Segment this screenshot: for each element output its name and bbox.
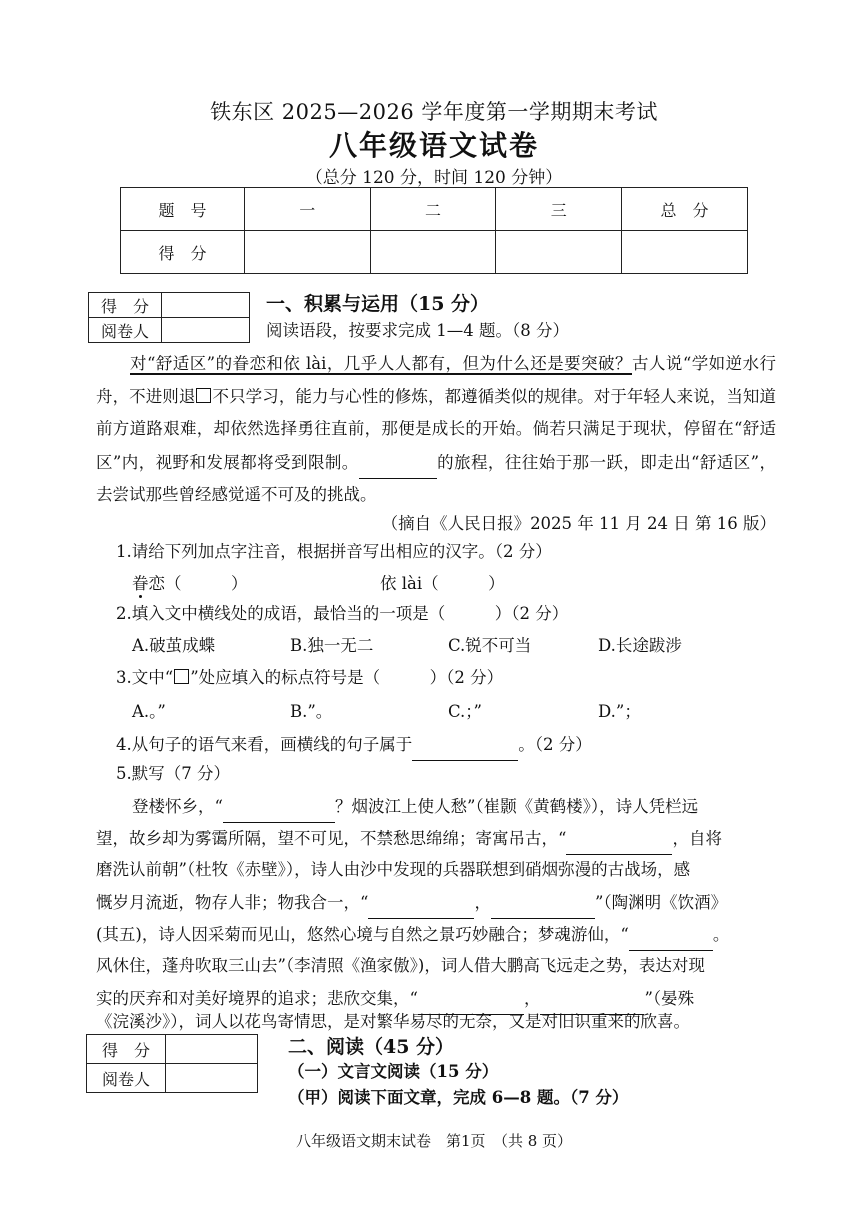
underlined-sentence: 对“舒适区”的眷恋和依 lài，几乎人人都有，但为什么还是要突破？ [130,354,632,373]
q5-text: 。 [712,925,730,944]
q4-text-b: 。（2 分） [518,735,592,754]
dotted-char: 眷 [132,574,149,593]
q3-option-c: C.；” [448,702,482,721]
grader-score-label: 得 分 [89,293,162,318]
page-footer: 八年级语文期末试卷 第1页 （共 8 页） [295,1132,573,1150]
q4-text-a: 4.从句子的语气来看，画横线的句子属于 [116,735,413,754]
q3-option-a: A.。” [132,702,166,721]
q3-option-d: D.”； [598,702,641,721]
q5-blank [368,886,474,919]
score-row-label: 得 分 [121,231,245,274]
reading-passage [96,348,776,512]
q3-option-b: B.”。 [290,702,333,721]
q5-text: ，自将 [672,829,722,848]
q5-text: 慨岁月流逝，物存人非；物我合一，“ [96,893,369,912]
q1-item-a-text: 恋（ ） [148,574,248,593]
q5-line-4 [96,886,727,919]
paper-title: 八年级语文试卷 [328,129,539,162]
grader-name-cell [166,1064,258,1093]
q5-line-1 [132,790,698,823]
q1-item-b: 依 lài（ ） [380,574,505,593]
q5-text: ， [523,989,541,1008]
idiom-blank [359,446,437,480]
passage-source: （摘自《人民日报》2025 年 11 月 24 日 第 16 版） [381,514,776,533]
score-cell [244,231,370,274]
score-table-score-row [121,231,748,274]
score-cell [370,231,496,274]
score-cell [622,231,748,274]
q5-text: (其五)，诗人因采菊而见山，悠然心境与自然之景巧妙融合；梦魂游仙，“ [96,925,629,944]
q5-text: ， [474,893,491,912]
q5-text: 登楼怀乡，“ [132,797,223,816]
section1-heading: 一、积累与运用（15 分） [266,293,490,315]
passage-text-c: 的旅程，往往始于那一跃，即走出“舒适区”，去尝试那些曾经感觉遥不可及的挑战。 [96,452,777,504]
q5-text: ？烟波江上使人愁”（崔颢《黄鹤楼》），诗人凭栏远 [334,797,699,816]
score-table-header-row [121,188,748,231]
q2-option-a: A.破茧成蝶 [132,636,216,655]
q3-text-b: ”处应填入的标点符号是（ ）（2 分） [190,668,504,687]
score-table [120,187,748,274]
grader-name-label: 阅卷人 [87,1064,166,1093]
table-header-cell: 题 号 [121,188,245,231]
question-3 [116,662,503,694]
score-cell [496,231,622,274]
question-1: 1.请给下列加点字注音，根据拼音写出相应的汉字。（2 分） [116,542,552,561]
grader-name-label: 阅卷人 [89,318,162,343]
q5-blank [491,886,595,919]
punctuation-box [196,388,211,403]
q5-line-3: 磨洗认前朝”（杜牧《赤壁》），诗人由沙中发现的兵器联想到硝烟弥漫的古战场，感 [96,860,691,879]
q5-line-6: 风休住，蓬舟吹取三山去”（李清照《渔家傲》)，词人借大鹏高飞远走之势，表达对现 [96,956,705,975]
q5-text: 望，故乡却为雾霭所隔，望不可见，不禁愁思绵绵；寄寓吊古，“ [96,829,567,848]
table-header-cell: 二 [370,188,496,231]
section2-passage-instruction: （甲）阅读下面文章，完成 6—8 题。（7 分） [288,1088,629,1107]
q5-line-5 [96,918,729,951]
question-4 [116,728,592,761]
grader-score-label: 得 分 [87,1035,166,1064]
grader-score-cell [166,1035,258,1064]
q5-line-2 [96,822,722,855]
q5-blank [629,918,713,951]
punctuation-box [174,669,189,684]
passage-text-a: 古人说“学如逆水行舟，不进则退 [96,354,777,406]
grader-name-cell [162,318,250,343]
q2-option-c: C.锐不可当 [448,636,532,655]
grader-box-section2 [86,1034,258,1093]
q1-item-a [132,568,248,600]
grader-box-section1 [88,292,250,343]
q5-text: 实的厌弃和对美好境界的追求；悲欣交集，“ [96,989,418,1008]
table-header-cell: 三 [496,188,622,231]
grader-score-cell [162,293,250,318]
section1-intro: 阅读语段，按要求完成 1—4 题。（8 分） [266,321,569,340]
q5-text: ”（晏殊 [644,989,695,1008]
passage-text-b: 不只学习，能力与心性的修炼，都遵循类似的规律。对于年轻人来说，当知道前方道路艰难，却依然选择勇往直前，那便是成长的开始。倘若只满足于现状，停留在“舒适区”内，视野和发展都将受到限制。 [96,386,777,472]
exam-title: 铁东区 2025—2026 学年度第一学期期末考试 [210,100,658,124]
q2-option-b: B.独一无二 [290,636,374,655]
question-5: 5.默写（7 分） [116,764,230,783]
table-header-cell: 一 [244,188,370,231]
question-2: 2.填入文中横线处的成语，最恰当的一项是（ ）（2 分） [116,604,569,623]
section2-subheading: （一）文言文阅读（15 分） [288,1062,499,1081]
q5-line-8: 《浣溪沙》），词人以花鸟寄情思，是对繁华易尽的无奈，又是对旧识重来的欣喜。 [96,1012,690,1031]
q5-blank [223,790,335,823]
q2-option-d: D.长途跋涉 [598,636,682,655]
q3-text-a: 3.文中“ [116,668,174,687]
exam-info: （总分 120 分，时间 120 分钟） [305,168,563,188]
q4-answer-blank [412,728,518,761]
section2-heading: 二、阅读（45 分） [288,1036,455,1058]
table-header-cell: 总 分 [622,188,748,231]
q5-blank [566,822,672,855]
q5-text: ”（陶渊明《饮酒》 [594,893,728,912]
